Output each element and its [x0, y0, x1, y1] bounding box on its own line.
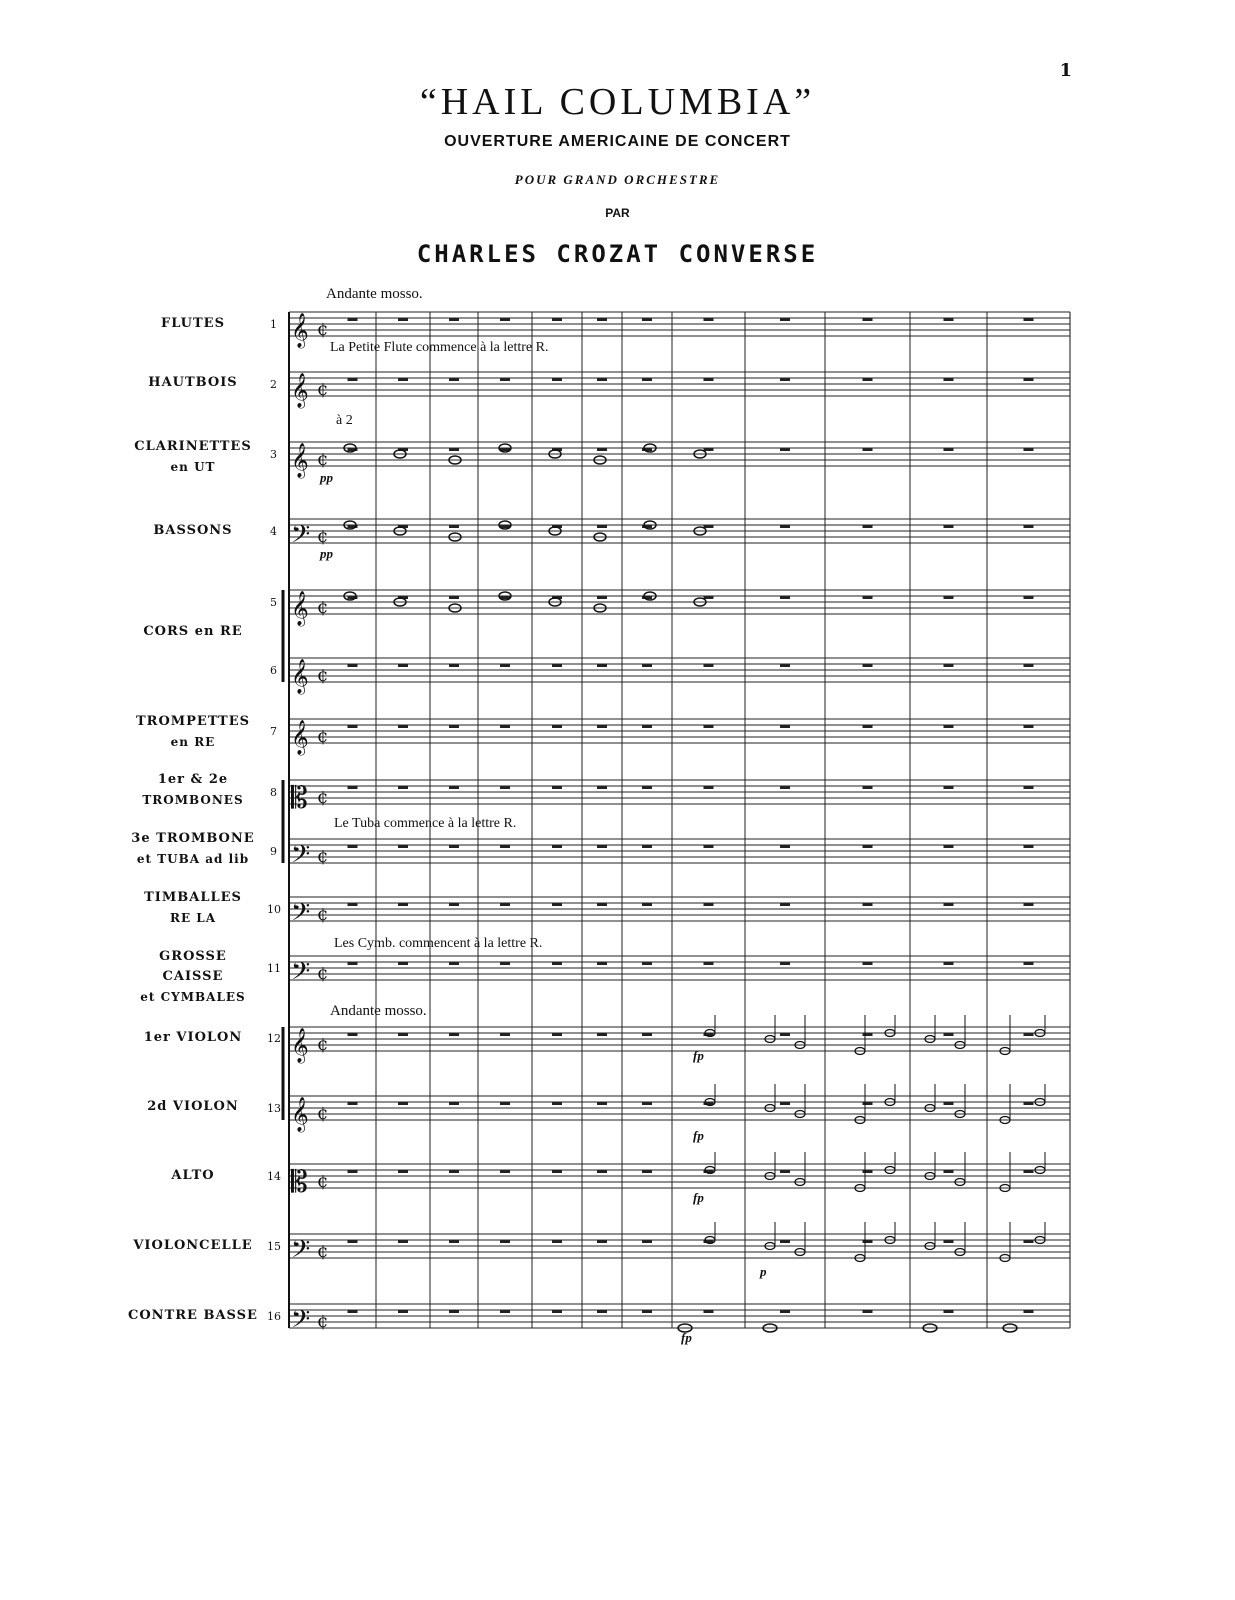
clef-icon: 𝄞	[291, 591, 309, 626]
rest-mark	[597, 845, 607, 848]
rest-mark	[348, 378, 358, 381]
rest-mark	[552, 1240, 562, 1243]
rest-mark	[863, 1240, 873, 1243]
rest-mark	[398, 786, 408, 789]
rest-mark	[597, 962, 607, 965]
rest-mark	[500, 378, 510, 381]
clef-icon: 𝄢	[291, 520, 311, 555]
rest-mark	[398, 1240, 408, 1243]
label-violoncelle: VIOLONCELLE	[133, 1238, 253, 1253]
clef-icon: 𝄞	[291, 373, 309, 408]
rest-mark	[552, 664, 562, 667]
rest-mark	[1024, 1102, 1034, 1105]
rest-mark	[642, 664, 652, 667]
rest-mark	[552, 318, 562, 321]
rest-mark	[449, 903, 459, 906]
rest-mark	[597, 1310, 607, 1313]
rest-mark	[348, 962, 358, 965]
label-trombones: 1er & 2e TROMBONES	[142, 772, 244, 807]
clef-icon: 𝄢	[291, 1305, 311, 1340]
rest-mark	[944, 845, 954, 848]
rest-mark	[1024, 664, 1034, 667]
dynamic-fp-alto: fp	[693, 1190, 704, 1205]
rest-mark	[1024, 725, 1034, 728]
rest-mark	[1024, 786, 1034, 789]
clef-icon: 𝄞	[291, 659, 309, 694]
rest-mark	[944, 1170, 954, 1173]
rest-mark	[449, 962, 459, 965]
rest-mark	[348, 1102, 358, 1105]
rest-mark	[780, 318, 790, 321]
time-signature-icon: ¢	[317, 787, 329, 808]
label-hautbois: HAUTBOIS	[148, 375, 238, 390]
rest-mark	[398, 903, 408, 906]
rest-mark	[500, 1240, 510, 1243]
rest-mark	[348, 1240, 358, 1243]
time-signature-icon: ¢	[317, 904, 329, 925]
dynamic-fp-violin1: fp	[693, 1048, 704, 1063]
rest-mark	[500, 845, 510, 848]
clef-icon: 𝄢	[291, 898, 311, 933]
staff-number-12: 12	[267, 1032, 281, 1045]
rest-mark	[597, 725, 607, 728]
label-trombone-tuba: 3e TROMBONE et TUBA ad lib	[131, 831, 255, 866]
rest-mark	[500, 1102, 510, 1105]
clef-icon: 𝄢	[291, 957, 311, 992]
a2-marking: à 2	[336, 413, 353, 428]
rest-mark	[704, 1310, 714, 1313]
staff-number-3: 3	[270, 448, 277, 461]
rest-mark	[780, 845, 790, 848]
rest-mark	[348, 725, 358, 728]
dynamic-pp-clarinets: pp	[320, 470, 333, 485]
rest-mark	[642, 1170, 652, 1173]
rest-mark	[398, 1310, 408, 1313]
rest-mark	[863, 1102, 873, 1105]
time-signature-icon: ¢	[317, 319, 329, 340]
rest-mark	[597, 596, 607, 599]
rest-mark	[449, 1240, 459, 1243]
rest-mark	[1024, 448, 1034, 451]
par-label: PAR	[605, 206, 630, 220]
rest-mark	[1024, 596, 1034, 599]
label-violon-2: 2d VIOLON	[147, 1099, 239, 1114]
clef-icon: 𝄞	[291, 720, 309, 755]
rest-mark	[642, 1240, 652, 1243]
label-violon-1: 1er VIOLON	[143, 1030, 243, 1045]
cymbals-note: Les Cymb. commencent à la lettre R.	[334, 936, 543, 951]
rest-mark	[597, 448, 607, 451]
rest-mark	[348, 903, 358, 906]
time-signature-icon: ¢	[317, 846, 329, 867]
rest-mark	[1024, 845, 1034, 848]
rest-mark	[597, 664, 607, 667]
rest-mark	[780, 378, 790, 381]
rest-mark	[1024, 525, 1034, 528]
label-timballes: TIMBALLES RE LA	[144, 890, 242, 925]
tempo-marking-top: Andante mosso.	[326, 286, 423, 302]
dynamic-fp-bass: fp	[681, 1330, 692, 1345]
petite-flute-note: La Petite Flute commence à la lettre R.	[330, 340, 549, 355]
rest-mark	[780, 596, 790, 599]
rest-mark	[863, 786, 873, 789]
staff-number-10: 10	[267, 903, 281, 916]
rest-mark	[552, 962, 562, 965]
rest-mark	[863, 962, 873, 965]
rest-mark	[863, 903, 873, 906]
time-signature-icon: ¢	[317, 1241, 329, 1262]
score-title: “HAIL COLUMBIA”	[419, 81, 816, 123]
rest-mark	[780, 448, 790, 451]
score-subtitle: OUVERTURE AMERICAINE DE CONCERT	[444, 133, 791, 150]
rest-mark	[500, 903, 510, 906]
rest-mark	[863, 525, 873, 528]
rest-mark	[449, 725, 459, 728]
rest-mark	[597, 318, 607, 321]
rest-mark	[449, 1170, 459, 1173]
rest-mark	[944, 448, 954, 451]
rest-mark	[944, 318, 954, 321]
rest-mark	[704, 525, 714, 528]
rest-mark	[597, 786, 607, 789]
rest-mark	[398, 845, 408, 848]
staff-number-4: 4	[270, 525, 277, 538]
rest-mark	[348, 664, 358, 667]
rest-mark	[863, 845, 873, 848]
rest-mark	[642, 962, 652, 965]
staff-number-5: 5	[270, 596, 277, 609]
rest-mark	[552, 845, 562, 848]
rest-mark	[642, 845, 652, 848]
rest-mark	[704, 318, 714, 321]
rest-mark	[944, 786, 954, 789]
time-signature-icon: ¢	[317, 1103, 329, 1124]
rest-mark	[597, 1170, 607, 1173]
rest-mark	[449, 664, 459, 667]
clef-icon: 𝄢	[291, 1235, 311, 1270]
label-flutes: FLUTES	[161, 316, 225, 331]
rest-mark	[500, 962, 510, 965]
rest-mark	[1024, 1240, 1034, 1243]
rest-mark	[863, 725, 873, 728]
rest-mark	[944, 903, 954, 906]
rest-mark	[780, 1170, 790, 1173]
rest-mark	[500, 725, 510, 728]
label-contre-basse: CONTRE BASSE	[128, 1308, 258, 1323]
rest-mark	[348, 318, 358, 321]
time-signature-icon: ¢	[317, 597, 329, 618]
label-clarinettes: CLARINETTES en UT	[134, 439, 252, 474]
rest-mark	[1024, 962, 1034, 965]
rest-mark	[780, 903, 790, 906]
time-signature-icon: ¢	[317, 963, 329, 984]
time-signature-icon: ¢	[317, 1034, 329, 1055]
rest-mark	[500, 1310, 510, 1313]
rest-mark	[449, 845, 459, 848]
rest-mark	[398, 962, 408, 965]
rest-mark	[642, 318, 652, 321]
rest-mark	[449, 318, 459, 321]
rest-mark	[704, 786, 714, 789]
label-cors: CORS en RE	[143, 624, 243, 639]
rest-mark	[780, 1240, 790, 1243]
rest-mark	[500, 318, 510, 321]
rest-mark	[944, 1033, 954, 1036]
clef-icon: 𝄢	[291, 840, 311, 875]
rest-mark	[449, 786, 459, 789]
rest-mark	[597, 378, 607, 381]
rest-mark	[1024, 318, 1034, 321]
staff-number-16: 16	[267, 1310, 281, 1323]
rest-mark	[944, 378, 954, 381]
page-number: 1	[1059, 60, 1072, 81]
rest-mark	[642, 903, 652, 906]
dynamic-fp-violin2: fp	[693, 1128, 704, 1143]
rest-mark	[500, 664, 510, 667]
rest-mark	[863, 664, 873, 667]
rest-mark	[552, 1033, 562, 1036]
time-signature-icon: ¢	[317, 449, 329, 470]
rest-mark	[642, 1102, 652, 1105]
time-signature-icon: ¢	[317, 1311, 329, 1332]
staff-number-11: 11	[267, 962, 281, 975]
rest-mark	[398, 1170, 408, 1173]
rest-mark	[780, 962, 790, 965]
rest-mark	[863, 1033, 873, 1036]
rest-mark	[863, 1170, 873, 1173]
rest-mark	[1024, 378, 1034, 381]
rest-mark	[704, 845, 714, 848]
rest-mark	[348, 1033, 358, 1036]
rest-mark	[704, 664, 714, 667]
rest-mark	[1024, 1310, 1034, 1313]
rest-mark	[642, 725, 652, 728]
clef-icon: 𝄡	[291, 1165, 308, 1200]
time-signature-icon: ¢	[317, 726, 329, 747]
rest-mark	[704, 378, 714, 381]
rest-mark	[944, 1102, 954, 1105]
rest-mark	[348, 845, 358, 848]
rest-mark	[552, 1102, 562, 1105]
rest-mark	[704, 596, 714, 599]
rest-mark	[780, 664, 790, 667]
rest-mark	[449, 1310, 459, 1313]
rest-mark	[348, 1170, 358, 1173]
clef-icon: 𝄞	[291, 443, 309, 478]
label-bassons: BASSONS	[153, 523, 233, 538]
rest-mark	[449, 525, 459, 528]
rest-mark	[449, 448, 459, 451]
rest-mark	[348, 1310, 358, 1313]
rest-mark	[1024, 1170, 1034, 1173]
rest-mark	[704, 903, 714, 906]
rest-mark	[597, 1240, 607, 1243]
composer-name: CHARLES CROZAT CONVERSE	[416, 240, 819, 268]
rest-mark	[552, 725, 562, 728]
rest-mark	[642, 1033, 652, 1036]
rest-mark	[1024, 1033, 1034, 1036]
rest-mark	[500, 1170, 510, 1173]
rest-mark	[780, 1310, 790, 1313]
rest-mark	[780, 725, 790, 728]
rest-mark	[642, 786, 652, 789]
rest-mark	[597, 525, 607, 528]
rest-mark	[449, 1102, 459, 1105]
rest-mark	[780, 1102, 790, 1105]
rest-mark	[1024, 903, 1034, 906]
rest-mark	[863, 448, 873, 451]
rest-mark	[398, 664, 408, 667]
staff-number-14: 14	[267, 1170, 281, 1183]
dynamic-p-cello: p	[760, 1264, 767, 1279]
orchestration-note: POUR GRAND ORCHESTRE	[514, 172, 721, 187]
rest-mark	[597, 903, 607, 906]
rest-mark	[449, 1033, 459, 1036]
rest-mark	[552, 378, 562, 381]
time-signature-icon: ¢	[317, 379, 329, 400]
rest-mark	[642, 378, 652, 381]
tuba-note: Le Tuba commence à la lettre R.	[334, 816, 517, 831]
staff-number-13: 13	[267, 1102, 281, 1115]
dynamic-pp-bassoons: pp	[320, 546, 333, 561]
tempo-marking-strings: Andante mosso.	[330, 1003, 427, 1019]
label-alto: ALTO	[171, 1168, 215, 1183]
rest-mark	[398, 318, 408, 321]
rest-mark	[552, 786, 562, 789]
rest-mark	[597, 1033, 607, 1036]
clef-icon: 𝄞	[291, 1028, 309, 1063]
rest-mark	[780, 786, 790, 789]
rest-mark	[398, 1102, 408, 1105]
time-signature-icon: ¢	[317, 526, 329, 547]
rest-mark	[863, 596, 873, 599]
clef-icon: 𝄞	[291, 313, 309, 348]
rest-mark	[863, 1310, 873, 1313]
rest-mark	[944, 664, 954, 667]
rest-mark	[780, 1033, 790, 1036]
rest-mark	[597, 1102, 607, 1105]
rest-mark	[552, 1170, 562, 1173]
staff-number-15: 15	[267, 1240, 281, 1253]
rest-mark	[704, 448, 714, 451]
staff-number-6: 6	[270, 664, 277, 677]
rest-mark	[642, 1310, 652, 1313]
clef-icon: 𝄞	[291, 1097, 309, 1132]
rest-mark	[863, 378, 873, 381]
rest-mark	[398, 378, 408, 381]
rest-mark	[944, 962, 954, 965]
label-trompettes: TROMPETTES en RE	[135, 714, 251, 749]
rest-mark	[780, 525, 790, 528]
label-grosse-caisse: GROSSE CAISSE et CYMBALES	[140, 949, 246, 1004]
staff-number-2: 2	[270, 378, 277, 391]
staff-number-8: 8	[270, 786, 277, 799]
rest-mark	[449, 596, 459, 599]
rest-mark	[944, 1310, 954, 1313]
rest-mark	[944, 725, 954, 728]
time-signature-icon: ¢	[317, 1171, 329, 1192]
rest-mark	[500, 1033, 510, 1036]
staff-number-9: 9	[270, 845, 277, 858]
rest-mark	[552, 903, 562, 906]
rest-mark	[398, 725, 408, 728]
rest-mark	[500, 786, 510, 789]
rest-mark	[449, 378, 459, 381]
rest-mark	[552, 1310, 562, 1313]
rest-mark	[348, 786, 358, 789]
rest-mark	[944, 1240, 954, 1243]
rest-mark	[704, 725, 714, 728]
time-signature-icon: ¢	[317, 665, 329, 686]
rest-mark	[944, 596, 954, 599]
rest-mark	[863, 318, 873, 321]
staff-number-1: 1	[270, 318, 277, 331]
rest-mark	[398, 1033, 408, 1036]
rest-mark	[944, 525, 954, 528]
staff-number-7: 7	[270, 725, 277, 738]
clef-icon: 𝄡	[291, 781, 308, 816]
rest-mark	[704, 962, 714, 965]
